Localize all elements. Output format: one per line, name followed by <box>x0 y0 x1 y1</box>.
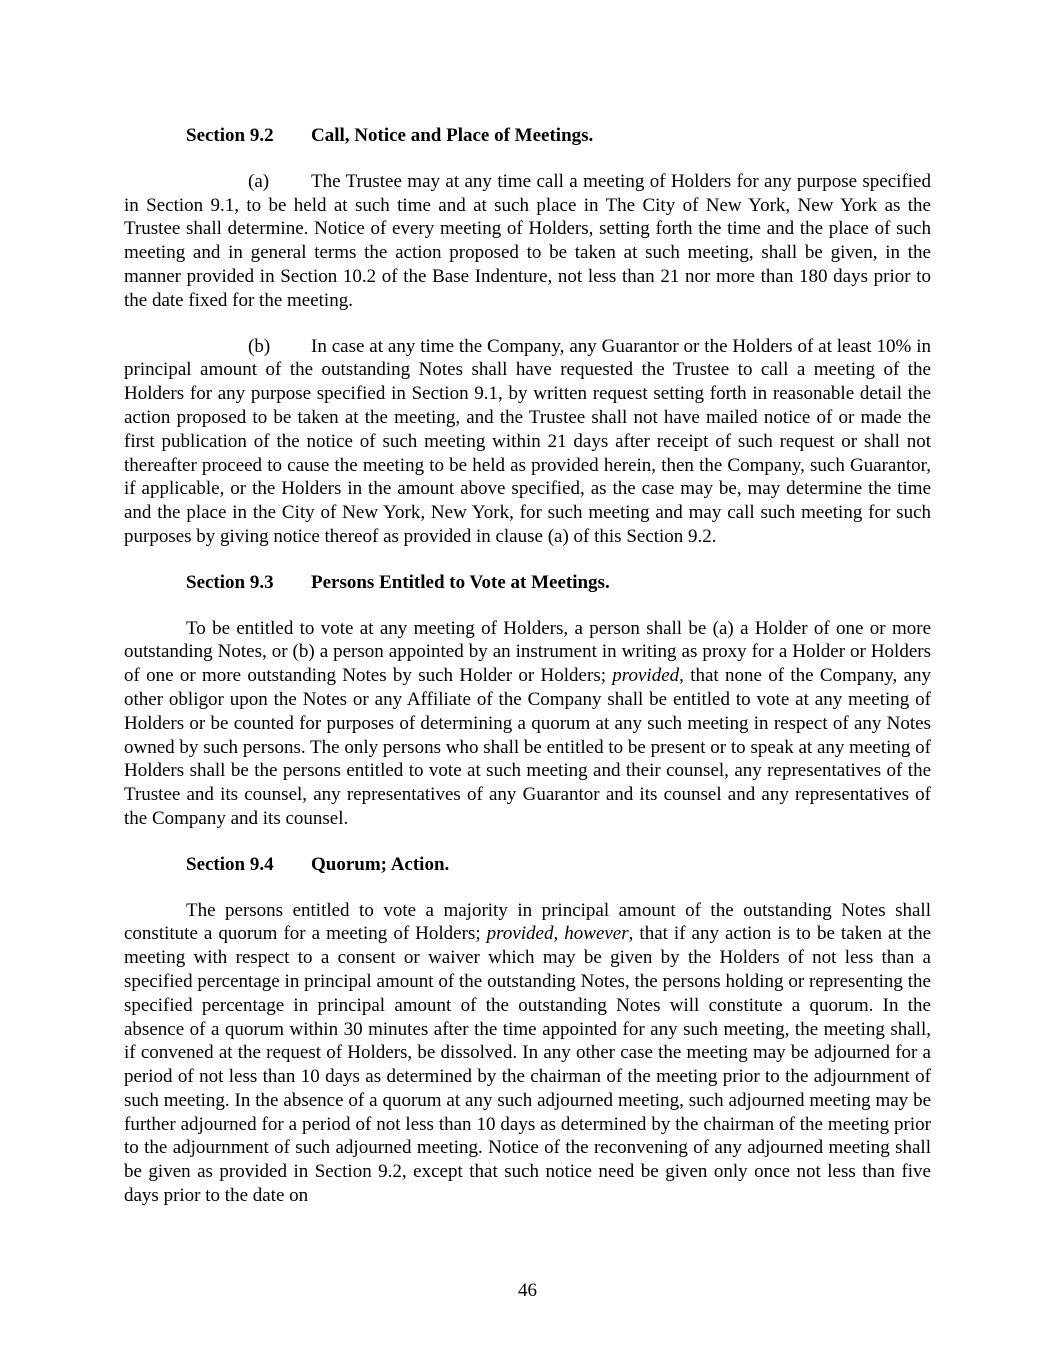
section-title: Persons Entitled to Vote at Meetings. <box>311 571 610 593</box>
body-text: The persons entitled to vote a majority in principal amount of the outstanding Notes shall constitute a quorum for a meeting of Holders; <box>124 899 931 945</box>
clause-text: In case at any time the Company, any Guarantor or the Holders of at least 10% in principal amount of the outstanding Notes shall have requested the Trustee to call a meeting of the Holders for any purpose specified in Section 9.1, by written request setting forth in reasonable detail the action proposed to be taken at the meeting, and the Trustee shall not have mailed notice of or made the first publication of the notice of such meeting within 21 days after receipt of such request or shall not thereafter proceed to cause the meeting to be held as provided herein, then the Company, such Guarantor, if applicable, or the Holders in the amount above specified, as the case may be, may determine the time and the place in the City of New York, New York, for such meeting and may call such meeting for such purposes by giving notice thereof as provided in clause (a) of this Section 9.2. <box>124 335 931 547</box>
body-text: To be entitled to vote at any meeting of Holders, a person shall be (a) a Holder of one or more outstanding Notes, or (b) a person appointed by an instrument in writing as proxy for a Holder or Holders of one or more outstanding Notes by such Holder or Holders; <box>124 617 931 687</box>
section-title: Quorum; Action. <box>311 853 450 875</box>
section-9-4-paragraph <box>124 899 931 1208</box>
body-text: , that if any action is to be taken at the meeting with respect to a consent or waiver which may be given by the Holders of not less than a specified percentage in principal amount of the outstanding Notes, the persons holding or representing the specified percentage in principal amount of the outstanding Notes will constitute a quorum. In the absence of a quorum within 30 minutes after the time appointed for any such meeting, the meeting shall, if convened at the request of Holders, be dissolved. In any other case the meeting may be adjourned for a period of not less than 10 days as determined by the chairman of the meeting prior to the adjournment of such meeting. In the absence of a quorum at any such adjourned meeting, such adjourned meeting may be further adjourned for a period of not less than 10 days as determined by the chairman of the meeting prior to the adjournment of such adjourned meeting. Notice of the reconvening of any adjourned meeting shall be given as provided in Section 9.2, except that such notice need be given only once not less than five days prior to the date on <box>124 923 932 1207</box>
body-text: , that none of the Company, any other obligor upon the Notes or any Affiliate of the Company shall be entitled to vote at any meeting of Holders or be counted for purposes of determining a quorum at any such meeting in respect of any Notes owned by such persons. The only persons who shall be entitled to be present or to speak at any meeting of Holders shall be the persons entitled to vote at such meeting and their counsel, any representatives of the Trustee and its counsel, any representatives of any Guarantor and its counsel and any representatives of the Company and its counsel. <box>124 665 932 829</box>
section-9-3-heading <box>186 571 931 595</box>
page-number: 46 <box>518 1280 537 1301</box>
section-number: Section 9.3 <box>186 571 274 593</box>
clause-label: (a) <box>248 170 270 192</box>
section-number: Section 9.2 <box>186 125 274 146</box>
section-number: Section 9.4 <box>186 853 274 875</box>
section-9-4-heading <box>186 853 931 877</box>
section-9-2-paragraph-b <box>124 335 931 549</box>
italic-term: provided <box>486 923 554 945</box>
clause-label: (b) <box>248 335 271 357</box>
italic-term: provided <box>612 665 680 687</box>
section-9-3-paragraph <box>124 617 931 831</box>
clause-text: The Trustee may at any time call a meeting of Holders for any purpose specified in Section 9.1, to be held at such time and at such place in The City of New York, New York as the Trustee shall determine. Notice of every meeting of Holders, setting forth the time and the place of such meeting and in general terms the action proposed to be taken at such meeting, shall be given, in the manner provided in Section 10.2 of the Base Indenture, not less than 21 nor more than 180 days prior to the date fixed for the meeting. <box>124 170 931 311</box>
section-9-2-heading <box>186 124 931 148</box>
section-9-2-paragraph-a <box>124 170 931 313</box>
document-page <box>124 124 931 1230</box>
section-title: Call, Notice and Place of Meetings. <box>311 125 594 146</box>
body-text: , <box>553 923 565 945</box>
italic-term: however <box>564 923 629 945</box>
